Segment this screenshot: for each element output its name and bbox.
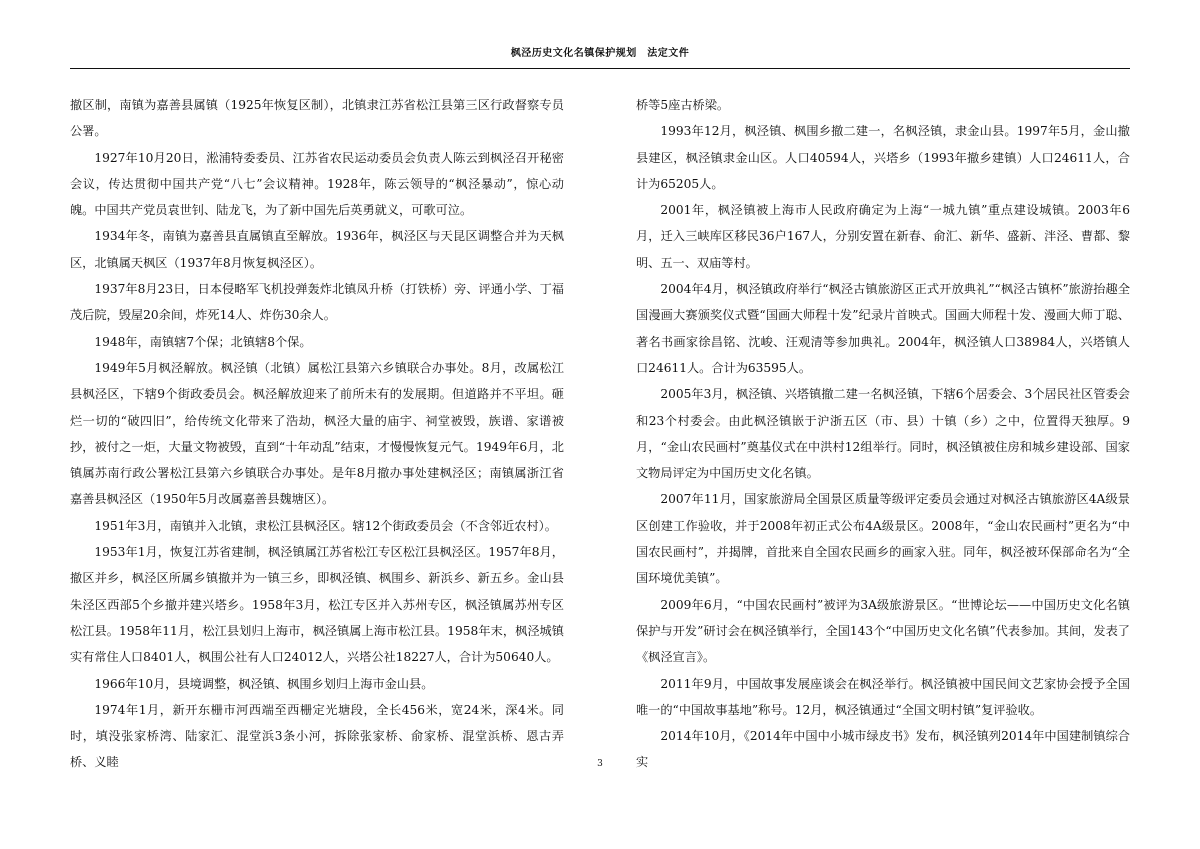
paragraph: 1934年冬，南镇为嘉善县直属镇直至解放。1936年，枫泾区与天昆区调整合并为天枫区，北镇属天枫区（1937年8月恢复枫泾区）。 [70,229,564,270]
paragraph: 1948年，南镇辖7个保；北镇辖8个保。 [94,334,312,349]
left-column [70,92,564,776]
paragraph: 1993年12月，枫泾镇、枫围乡撤二建一，名枫泾镇，隶金山县。1997年5月，金山撤县建区，枫泾镇隶金山区。人口40594人，兴塔乡（1993年撤乡建镇）人口24611人，合计为65205人。 [636,124,1130,191]
paragraph: 2009年6月，“中国农民画村”被评为3A级旅游景区。“世博论坛——中国历史文化名镇保护与开发”研讨会在枫泾镇举行，全国143个“中国历史文化名镇”代表参加。其间，发表了《枫泾宣言》。 [636,597,1130,665]
page-number: 3 [597,759,603,769]
running-header: 枫泾历史文化名镇保护规划 法定文件 [510,48,690,59]
paragraph: 2001年，枫泾镇被上海市人民政府确定为上海“一城九镇”重点建设城镇。2003年6月，迁入三峡库区移民36户167人，分别安置在新春、俞汇、新华、盛新、泮泾、曹都、黎明、五一、双庙等村。 [636,203,1130,270]
right-column [636,92,1130,776]
paragraph: 1937年8月23日，日本侵略军飞机投弹轰炸北镇凤升桥（打铁桥）旁、评通小学、丁福茂后院，毁屋20余间，炸死14人、炸伤30余人。 [70,282,564,323]
paragraph: 撤区制，南镇为嘉善县属镇（1925年恢复区制），北镇隶江苏省松江县第三区行政督察专员公署。 [70,98,564,139]
paragraph: 1951年3月，南镇并入北镇，隶松江县枫泾区。辖12个街政委员会（不含邻近农村）。 [94,518,557,533]
paragraph: 桥等5座古桥梁。 [636,98,730,112]
paragraph: 2011年9月，中国故事发展座谈会在枫泾举行。枫泾镇被中国民间文艺家协会授予全国唯一的“中国故事基地”称号。12月，枫泾镇通过“全国文明村镇”复评验收。 [636,676,1130,717]
paragraph: 1949年5月枫泾解放。枫泾镇（北镇）属松江县第六乡镇联合办事处。8月，改属松江县枫泾区，下辖9个街政委员会。枫泾解放迎来了前所未有的发展期。但道路并不平坦。砸烂一切的“破四旧”，给传统文化带来了浩劫，枫泾大量的庙宇、祠堂被毁，族谱、家谱被抄，被付之一炬，大量文物被毁，直到“十年动乱”结束，才慢慢恢复元气。1949年6月，北镇属苏南行政公署松江县第六乡镇联合办事处。是年8月撤办事处建枫泾区；南镇属浙江省嘉善县枫泾区（1950年5月改属嘉善县魏塘区）。 [70,360,564,507]
paragraph: 2004年4月，枫泾镇政府举行“枫泾古镇旅游区正式开放典礼”“枫泾古镇杯”旅游抬趣全国漫画大赛颁奖仪式暨“国画大师程十发”纪录片首映式。国画大师程十发、漫画大师丁聪、著名书画家徐昌铭、沈峻、汪观清等参加典礼。2004年，枫泾镇人口38984人，兴塔镇人口24611人。合计为63595人。 [636,282,1130,375]
paragraph: 2014年10月，《2014年中国中小城市绿皮书》发布，枫泾镇列2014年中国建制镇综合实 [636,729,1130,770]
header-rule [70,68,1130,69]
paragraph: 1974年1月，新开东栅市河西端至西栅定光塘段，全长456米，宽24米，深4米。同时，填没张家桥湾、陆家汇、混堂浜3条小河，拆除张家桥、俞家桥、混堂浜桥、恩古弄桥、义睦 [70,702,564,770]
paragraph: 1927年10月20日，淞浦特委委员、江苏省农民运动委员会负责人陈云到枫泾召开秘密会议，传达贯彻中国共产党“八七”会议精神。1928年，陈云领导的“枫泾暴动”，惊心动魄。中国共产党员袁世钊、陆龙飞，为了新中国先后英勇就义，可歌可泣。 [70,150,564,218]
paragraph: 2007年11月，国家旅游局全国景区质量等级评定委员会通过对枫泾古镇旅游区4A级景区创建工作验收，并于2008年初正式公布4A级景区。2008年，“金山农民画村”更名为“中国农民画村”，并揭牌，首批来自全国农民画乡的画家入驻。同年，枫泾被环保部命名为“全国环境优美镇”。 [636,492,1130,586]
paragraph: 2005年3月，枫泾镇、兴塔镇撤二建一名枫泾镇，下辖6个居委会、3个居民社区管委会和23个村委会。由此枫泾镇嵌于沪浙五区（市、县）十镇（乡）之中，位置得天独厚。9月，“金山农民画村”奠基仪式在中洪村12组举行。同时，枫泾镇被住房和城乡建设部、国家文物局评定为中国历史文化名镇。 [636,387,1130,481]
paragraph: 1953年1月，恢复江苏省建制，枫泾镇属江苏省松江专区松江县枫泾区。1957年8月，撤区并乡，枫泾区所属乡镇撤并为一镇三乡，即枫泾镇、枫围乡、新浜乡、新五乡。金山县朱泾区西部5个乡撤并建兴塔乡。1958年3月，松江专区并入苏州专区，枫泾镇属苏州专区松江县。1958年11月，松江县划归上海市，枫泾镇属上海市松江县。1958年末，枫泾城镇实有常住人口8401人，枫围公社有人口24012人，兴塔公社18227人，合计为50640人。 [70,545,564,665]
paragraph: 1966年10月，县境调整，枫泾镇、枫围乡划归上海市金山县。 [94,676,434,691]
